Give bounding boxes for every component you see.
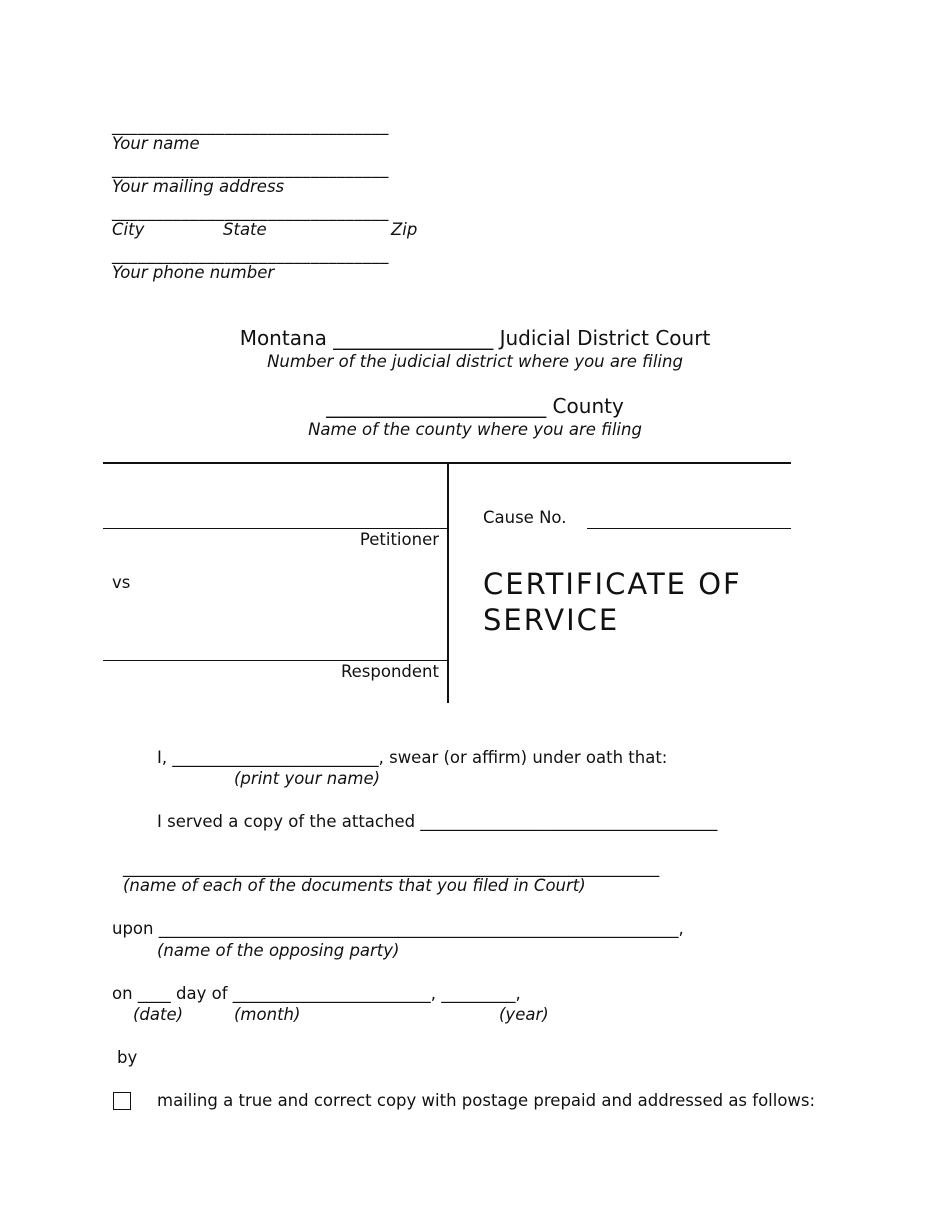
month-hint: (month) — [234, 1005, 301, 1024]
caption-divider — [447, 463, 449, 703]
cause-number-field[interactable] — [587, 528, 791, 529]
filer-phone-label: Your phone number — [112, 263, 275, 282]
document-title-line2: SERVICE — [483, 603, 620, 637]
filer-address-label: Your mailing address — [112, 177, 285, 196]
respondent-label: Respondent — [340, 662, 439, 681]
print-name-hint: (print your name) — [234, 769, 381, 788]
filer-zip-label: Zip — [391, 220, 418, 239]
opposing-party-hint: (name of the opposing party) — [157, 941, 400, 960]
court-district-hint: Number of the judicial district where you are filing — [267, 352, 683, 371]
cause-number-label: Cause No. — [483, 508, 567, 527]
filer-name-blank[interactable]: ________________________________ — [112, 116, 389, 135]
served-line[interactable]: I served a copy of the attached ____________________________________ — [157, 812, 718, 831]
petitioner-label: Petitioner — [359, 530, 439, 549]
documents-blank[interactable]: _________________________________________________________________ — [123, 858, 660, 877]
upon-line[interactable]: upon _______________________________________________________________, — [112, 919, 684, 938]
service-date-line[interactable]: on ____ day of ________________________, _________, — [112, 984, 521, 1003]
date-hint: (date) — [133, 1005, 184, 1024]
filer-city-label: City — [112, 220, 145, 239]
mail-option-label: mailing a true and correct copy with postage prepaid and addressed as follows: — [157, 1091, 816, 1110]
county-line: ______________________ County — [326, 394, 624, 418]
filer-state-label: State — [223, 220, 267, 239]
court-district-line: Montana ________________ Judicial District Court — [239, 326, 711, 350]
filer-name-label: Your name — [112, 134, 200, 153]
year-hint: (year) — [499, 1005, 549, 1024]
filer-city-state-zip-blank[interactable]: ________________________________ — [112, 202, 389, 221]
filer-address-blank[interactable]: ________________________________ — [112, 159, 389, 178]
vs-label: vs — [112, 573, 131, 592]
county-hint: Name of the county where you are filing — [308, 420, 642, 439]
swear-line[interactable]: I, _________________________, swear (or affirm) under oath that: — [157, 748, 668, 767]
respondent-line[interactable] — [103, 660, 447, 661]
by-label: by — [117, 1048, 138, 1067]
mail-option-checkbox[interactable] — [113, 1092, 131, 1110]
filer-phone-blank[interactable]: ________________________________ — [112, 245, 389, 264]
document-title-line1: CERTIFICATE OF — [483, 567, 742, 601]
petitioner-line[interactable] — [103, 528, 447, 529]
documents-hint: (name of each of the documents that you filed in Court) — [123, 876, 586, 895]
